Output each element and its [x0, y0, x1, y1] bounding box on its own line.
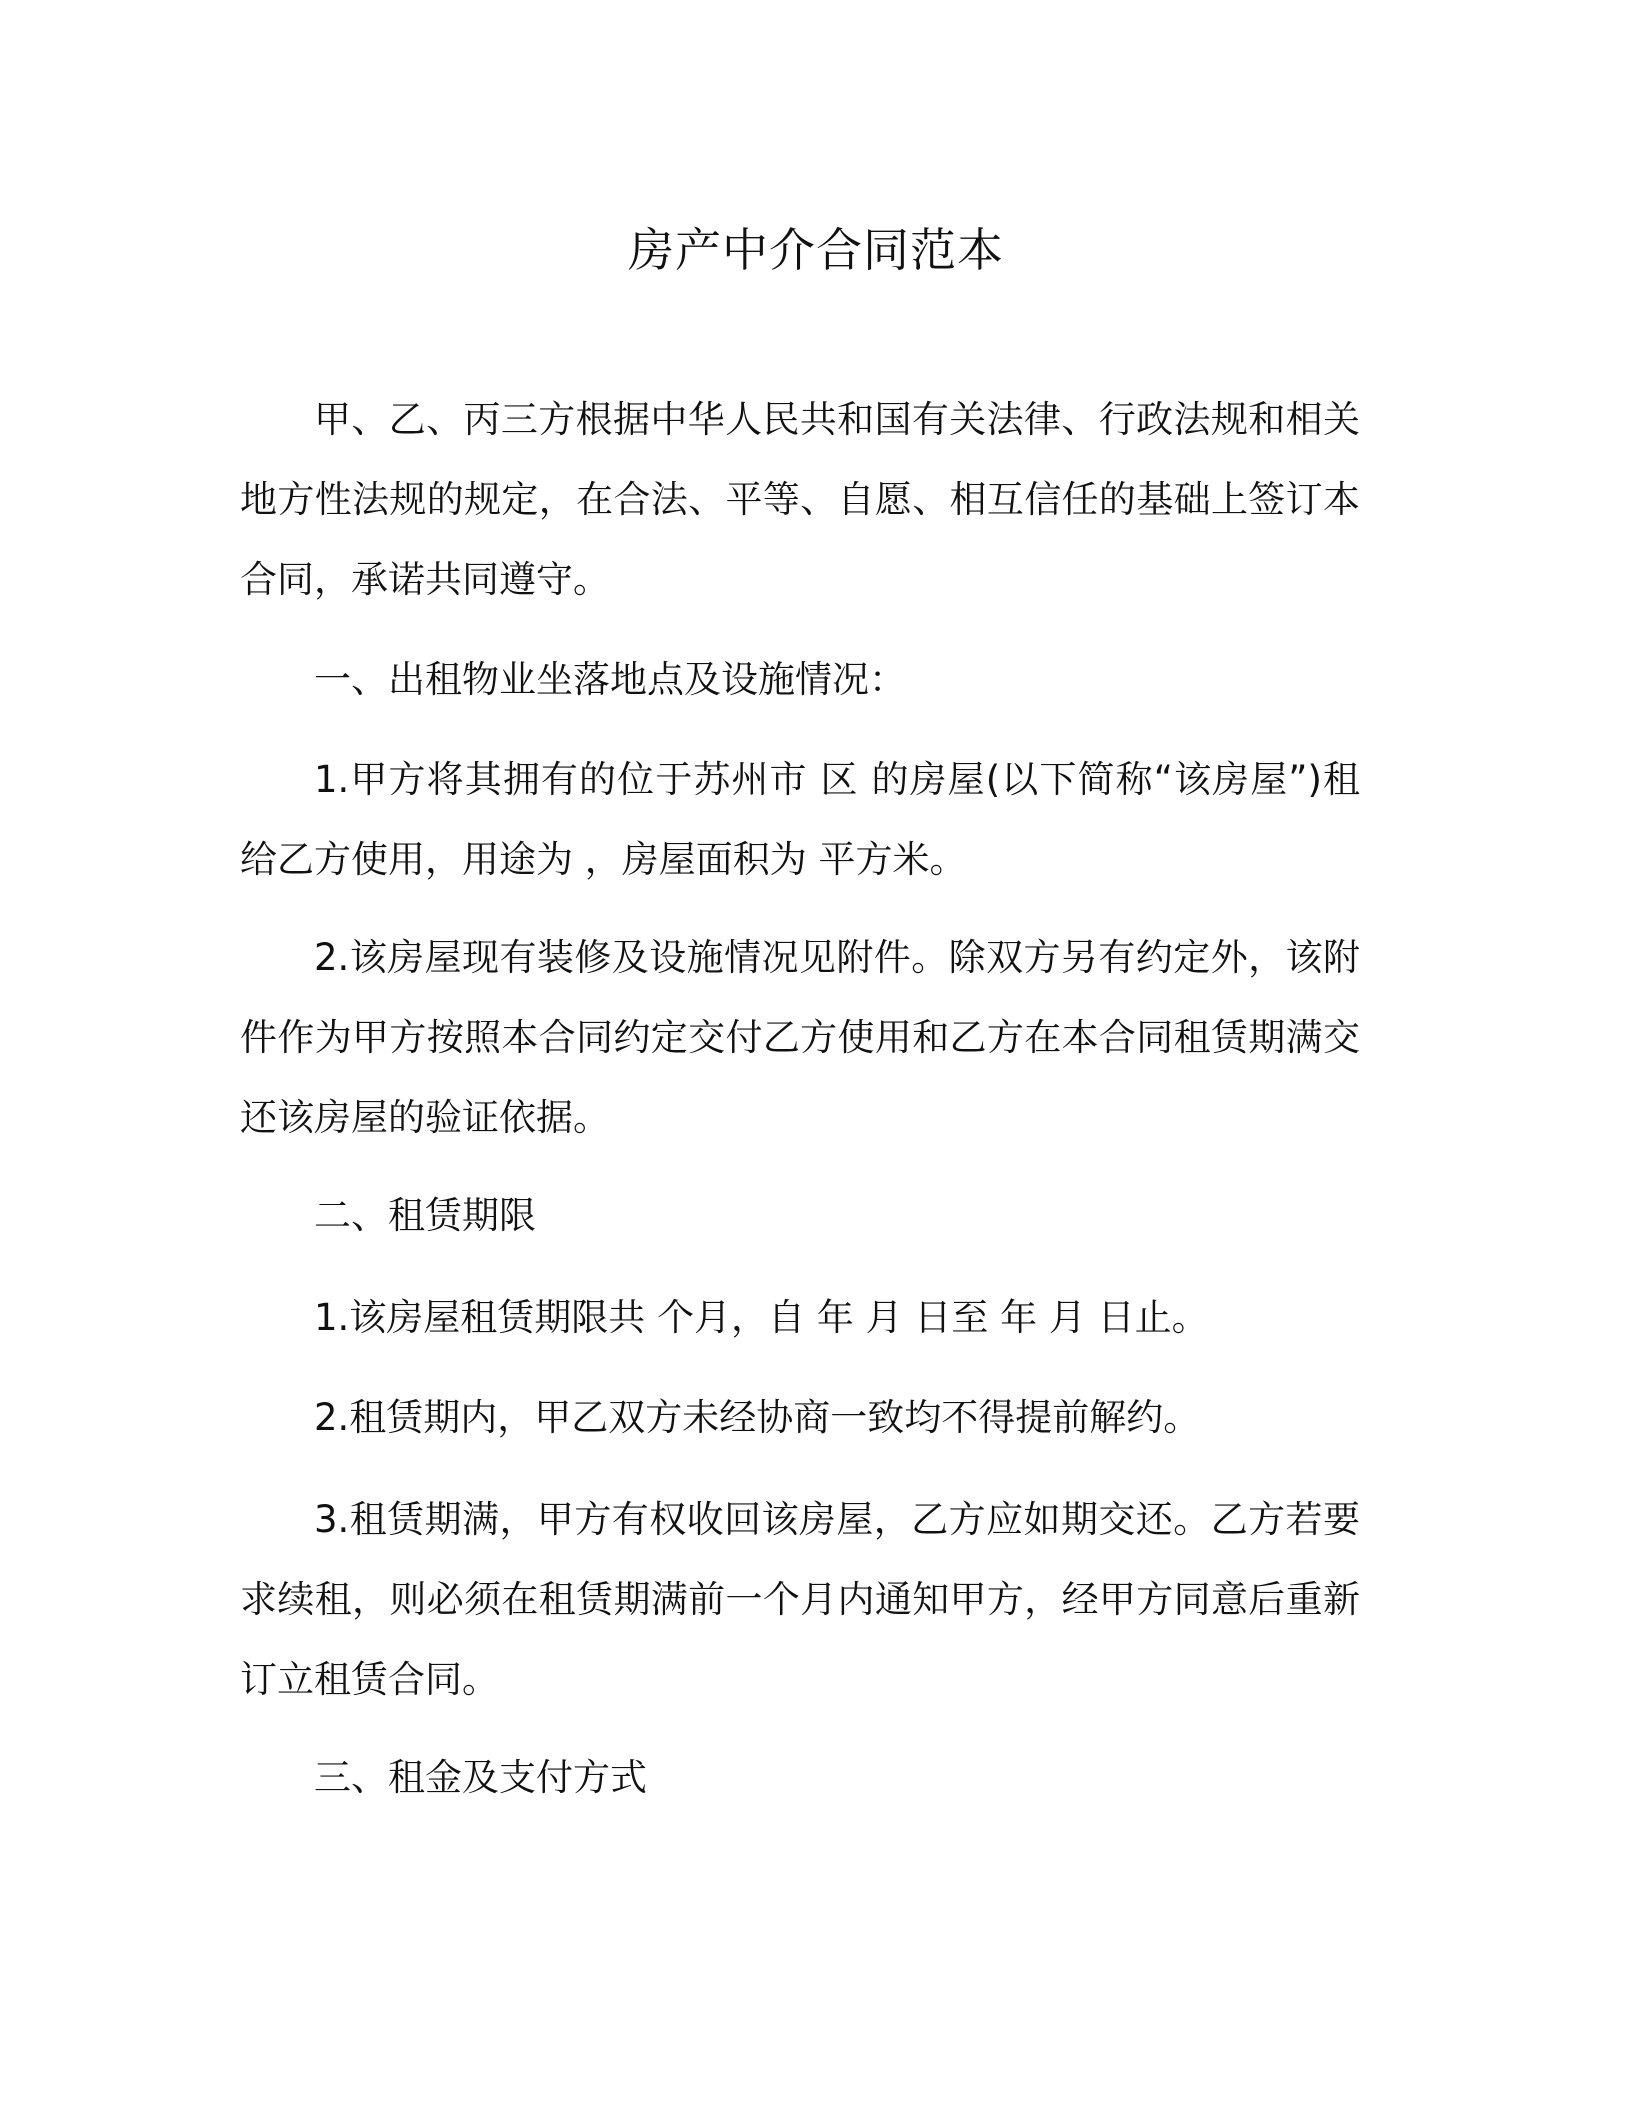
clause-1-1: 1.甲方将其拥有的位于苏州市 区 的房屋(以下简称“该房屋”)租给乙方使用，用途为 ，房屋面积为 平方米。 [240, 758, 1360, 881]
section-heading-1: 一、出租物业坐落地点及设施情况： [314, 658, 906, 701]
section-heading-2: 二、租赁期限 [314, 1194, 536, 1237]
clause-2-3: 3.租赁期满，甲方有权收回该房屋，乙方应如期交还。乙方若要求续租，则必须在租赁期满前一个月内通知甲方，经甲方同意后重新订立租赁合同。 [240, 1498, 1360, 1701]
preamble-paragraph: 甲、乙、丙三方根据中华人民共和国有关法律、行政法规和相关地方性法规的规定，在合法、平等、自愿、相互信任的基础上签订本合同，承诺共同遵守。 [240, 398, 1360, 601]
document-title: 房产中介合同范本 [628, 223, 1004, 277]
clause-2-2: 2.租赁期内，甲乙双方未经协商一致均不得提前解约。 [314, 1396, 1201, 1439]
clause-1-2: 2.该房屋现有装修及设施情况见附件。除双方另有约定外，该附件作为甲方按照本合同约定交付乙方使用和乙方在本合同租赁期满交还该房屋的验证依据。 [240, 936, 1360, 1139]
section-heading-3: 三、租金及支付方式 [314, 1756, 647, 1799]
clause-2-1: 1.该房屋租赁期限共 个月，自 年 月 日至 年 月 日止。 [314, 1296, 1209, 1339]
